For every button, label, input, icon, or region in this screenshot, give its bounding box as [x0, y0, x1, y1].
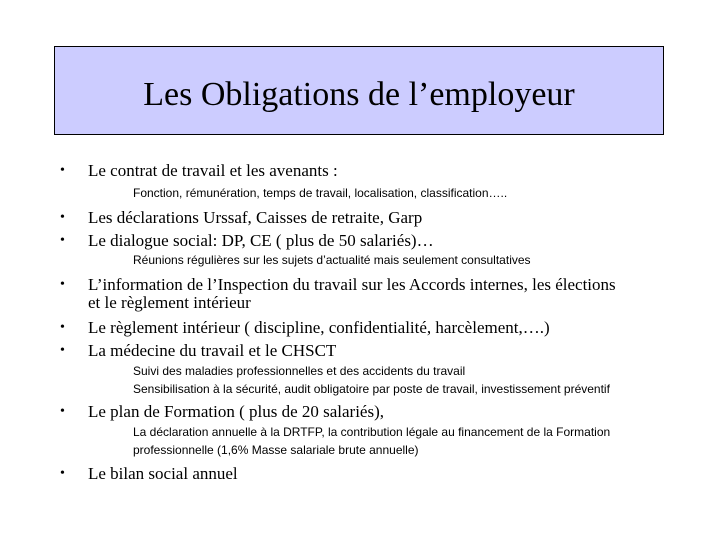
bullet-icon: • — [60, 163, 65, 178]
sub-item-suivi: Suivi des maladies professionnelles et des accidents du travail — [133, 364, 466, 378]
sub-item-contrat-details: Fonction, rémunération, temps de travail, localisation, classification….. — [133, 186, 508, 200]
bullet-icon: • — [60, 277, 65, 292]
list-item-dialogue-social: Le dialogue social: DP, CE ( plus de 50 salariés)… — [88, 231, 434, 250]
list-item-declarations: Les déclarations Urssaf, Caisses de retraite, Garp — [88, 208, 423, 227]
sub-item-declaration-drtfp-line2: professionnelle (1,6% Masse salariale brute annuelle) — [133, 443, 419, 457]
list-item-contrat: Le contrat de travail et les avenants : — [88, 161, 338, 180]
list-item-medecine: La médecine du travail et le CHSCT — [88, 341, 337, 360]
sub-item-reunions: Réunions régulières sur les sujets d’actualité mais seulement consultatives — [133, 253, 531, 267]
list-item-bilan-social: Le bilan social annuel — [88, 464, 238, 483]
bullet-icon: • — [60, 233, 65, 248]
list-item-formation: Le plan de Formation ( plus de 20 salariés), — [88, 402, 385, 421]
list-item-inspection-line2: et le règlement intérieur — [88, 293, 251, 312]
bullet-icon: • — [60, 466, 65, 481]
bullet-icon: • — [60, 343, 65, 358]
bullet-icon: • — [60, 210, 65, 225]
list-item-inspection: L’information de l’Inspection du travail sur les Accords internes, les élections — [88, 275, 616, 294]
sub-item-declaration-drtfp: La déclaration annuelle à la DRTFP, la contribution légale au financement de la Formation — [133, 425, 611, 439]
sub-item-sensibilisation: Sensibilisation à la sécurité, audit obligatoire par poste de travail, investissement préventif — [133, 382, 610, 396]
bullet-icon: • — [60, 404, 65, 419]
list-item-reglement: Le règlement intérieur ( discipline, confidentialité, harcèlement,….) — [88, 318, 550, 337]
bullet-icon: • — [60, 320, 65, 335]
slide-title: Les Obligations de l’employeur — [143, 75, 575, 113]
